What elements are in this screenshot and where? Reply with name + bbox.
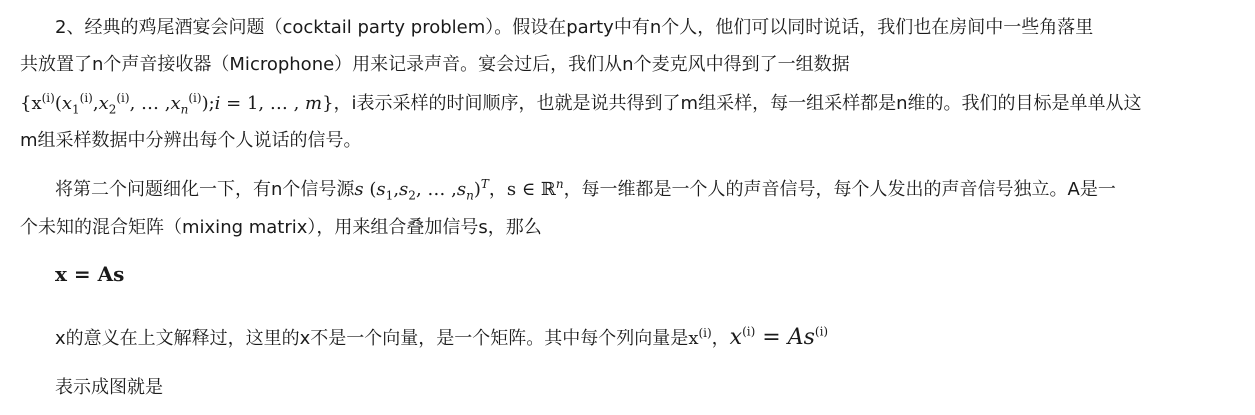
signal-source-formula: s ($s_1,s_2$, … $,s_n)^T$ (354, 177, 489, 203)
real-space-formula: s ∈ ℝ$^n$ (506, 177, 564, 200)
para1-line3 (20, 90, 1142, 118)
para1-line1: 2、经典的鸡尾酒宴会问题（cocktail party problem）。假设在party中有n个人，他们可以同时说话，我们也在房间中一些角落里 (55, 17, 1094, 38)
para1-line2: 共放置了n个声音接收器（Microphone）用来记录声音。宴会过后，我们从n个麦克风中得到了一组数据 (20, 54, 850, 75)
para2-line2: 个未知的混合矩阵（mixing matrix），用来组合叠加信号s，那么 (20, 217, 542, 238)
para2-line1-c: ，每一维都是一个人的声音信号，每个人发出的声音信号独立。A是一 (563, 179, 1116, 200)
para3-text-a: x的意义在上文解释过，这里的x不是一个向量，是一个矩阵。其中每个列向量是 (55, 328, 689, 349)
column-equation-formula: $x^{(i)} = As^{(i)}$ (729, 324, 829, 350)
mixing-equation: x = As (55, 262, 125, 286)
para3-line (55, 324, 828, 353)
para1-line3-text: ，i表示采样的时间顺序，也就是说共得到了m组采样，每一组采样都是n维的。我们的目标是单单从这 (333, 93, 1142, 114)
para3-text-b: ， (711, 328, 730, 349)
column-vector-formula: $x^{(i)}$ (688, 326, 712, 349)
para1-line4: m组采样数据中分辨出每个人说话的信号。 (20, 130, 362, 151)
para4-line: 表示成图就是 (55, 377, 163, 398)
para2-line1-b: ， (488, 179, 507, 200)
para2-line1-a: 将第二个问题细化一下，有n个信号源 (55, 179, 355, 200)
para2-line1 (55, 176, 1116, 204)
data-set-formula: {$x^{(i)}(x_1^{(i)},x_2^{(i)}$, … $,x_n^{(i)});i = 1$, … , m} (20, 91, 334, 117)
